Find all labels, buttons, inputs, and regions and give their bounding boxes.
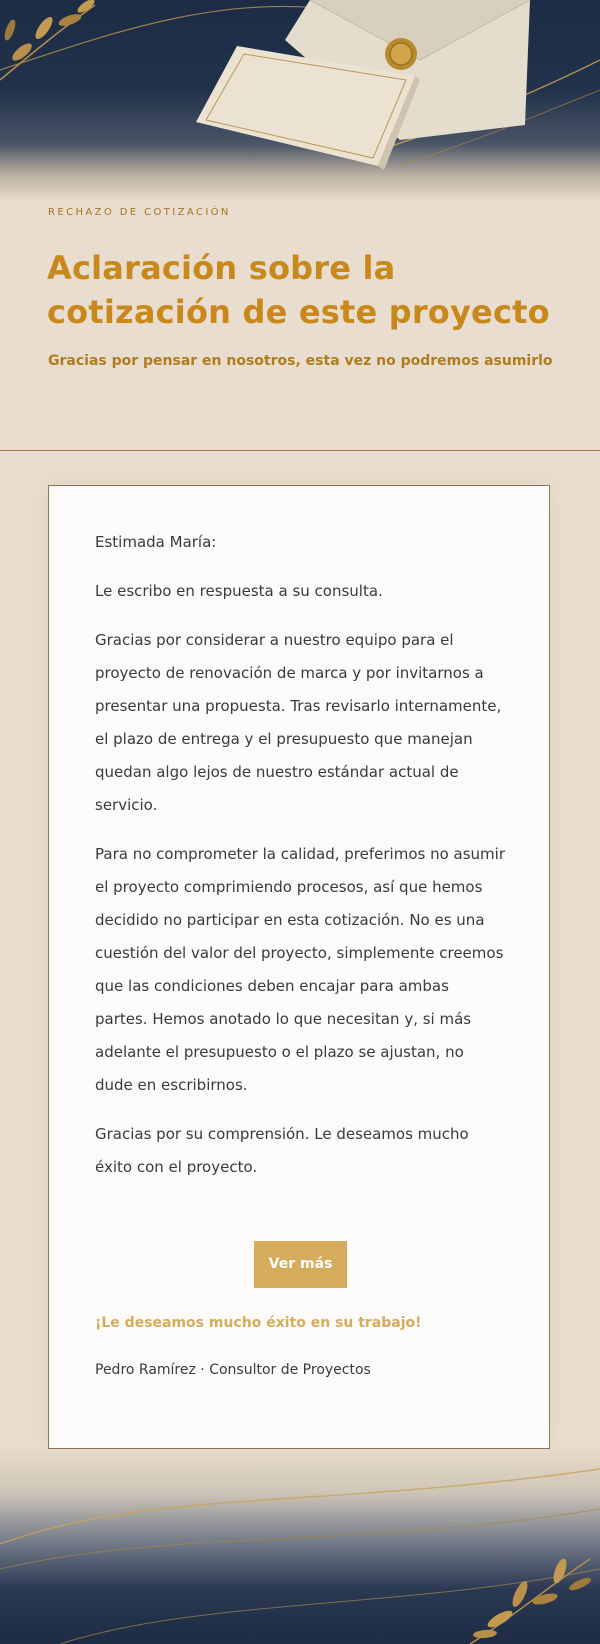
message-card bbox=[48, 485, 550, 1449]
hero-banner bbox=[0, 0, 600, 200]
paragraph-3: Para no comprometer la calidad, preferimos no asumir el proyecto comprimiendo procesos, así que hemos decidido no participar en esta cotización. No es una cuestión del valor del proyecto, simplemente creemos que las condiciones deben encajar para ambas partes. Hemos anotado lo que necesitan y, si más adelante el presupuesto o el plazo se ajustan, no dude en escribirnos. bbox=[95, 845, 505, 1094]
golden-leaf-branch-icon bbox=[470, 1557, 593, 1644]
signature: Pedro Ramírez · Consultor de Proyectos bbox=[95, 1362, 371, 1378]
message-body bbox=[95, 526, 505, 1200]
golden-leaf-branch-icon bbox=[0, 0, 96, 80]
closing-wish: ¡Le deseamos mucho éxito en su trabajo! bbox=[95, 1315, 422, 1331]
section-divider bbox=[0, 450, 600, 451]
paragraph-4: Gracias por su comprensión. Le deseamos mucho éxito con el proyecto. bbox=[95, 1125, 469, 1176]
hero-illustration bbox=[0, 0, 600, 200]
footer-banner bbox=[0, 1449, 600, 1644]
greeting: Estimada María: bbox=[95, 533, 217, 551]
footer-illustration bbox=[0, 1449, 600, 1644]
paragraph-2: Gracias por considerar a nuestro equipo para el proyecto de renovación de marca y por invitarnos a presentar una propuesta. Tras revisarlo internamente, el plazo de entrega y el presupuesto que manejan quedan algo lejos de nuestro estándar actual de servicio. bbox=[95, 631, 502, 814]
ver-mas-button[interactable]: Ver más bbox=[254, 1241, 347, 1288]
paragraph-1: Le escribo en respuesta a su consulta. bbox=[95, 582, 383, 600]
page-subtitle: Gracias por pensar en nosotros, esta vez no podremos asumirlo bbox=[48, 353, 553, 369]
page-title: Aclaración sobre la cotización de este proyecto bbox=[47, 249, 550, 331]
eyebrow-label: RECHAZO DE COTIZACIÓN bbox=[48, 207, 231, 218]
